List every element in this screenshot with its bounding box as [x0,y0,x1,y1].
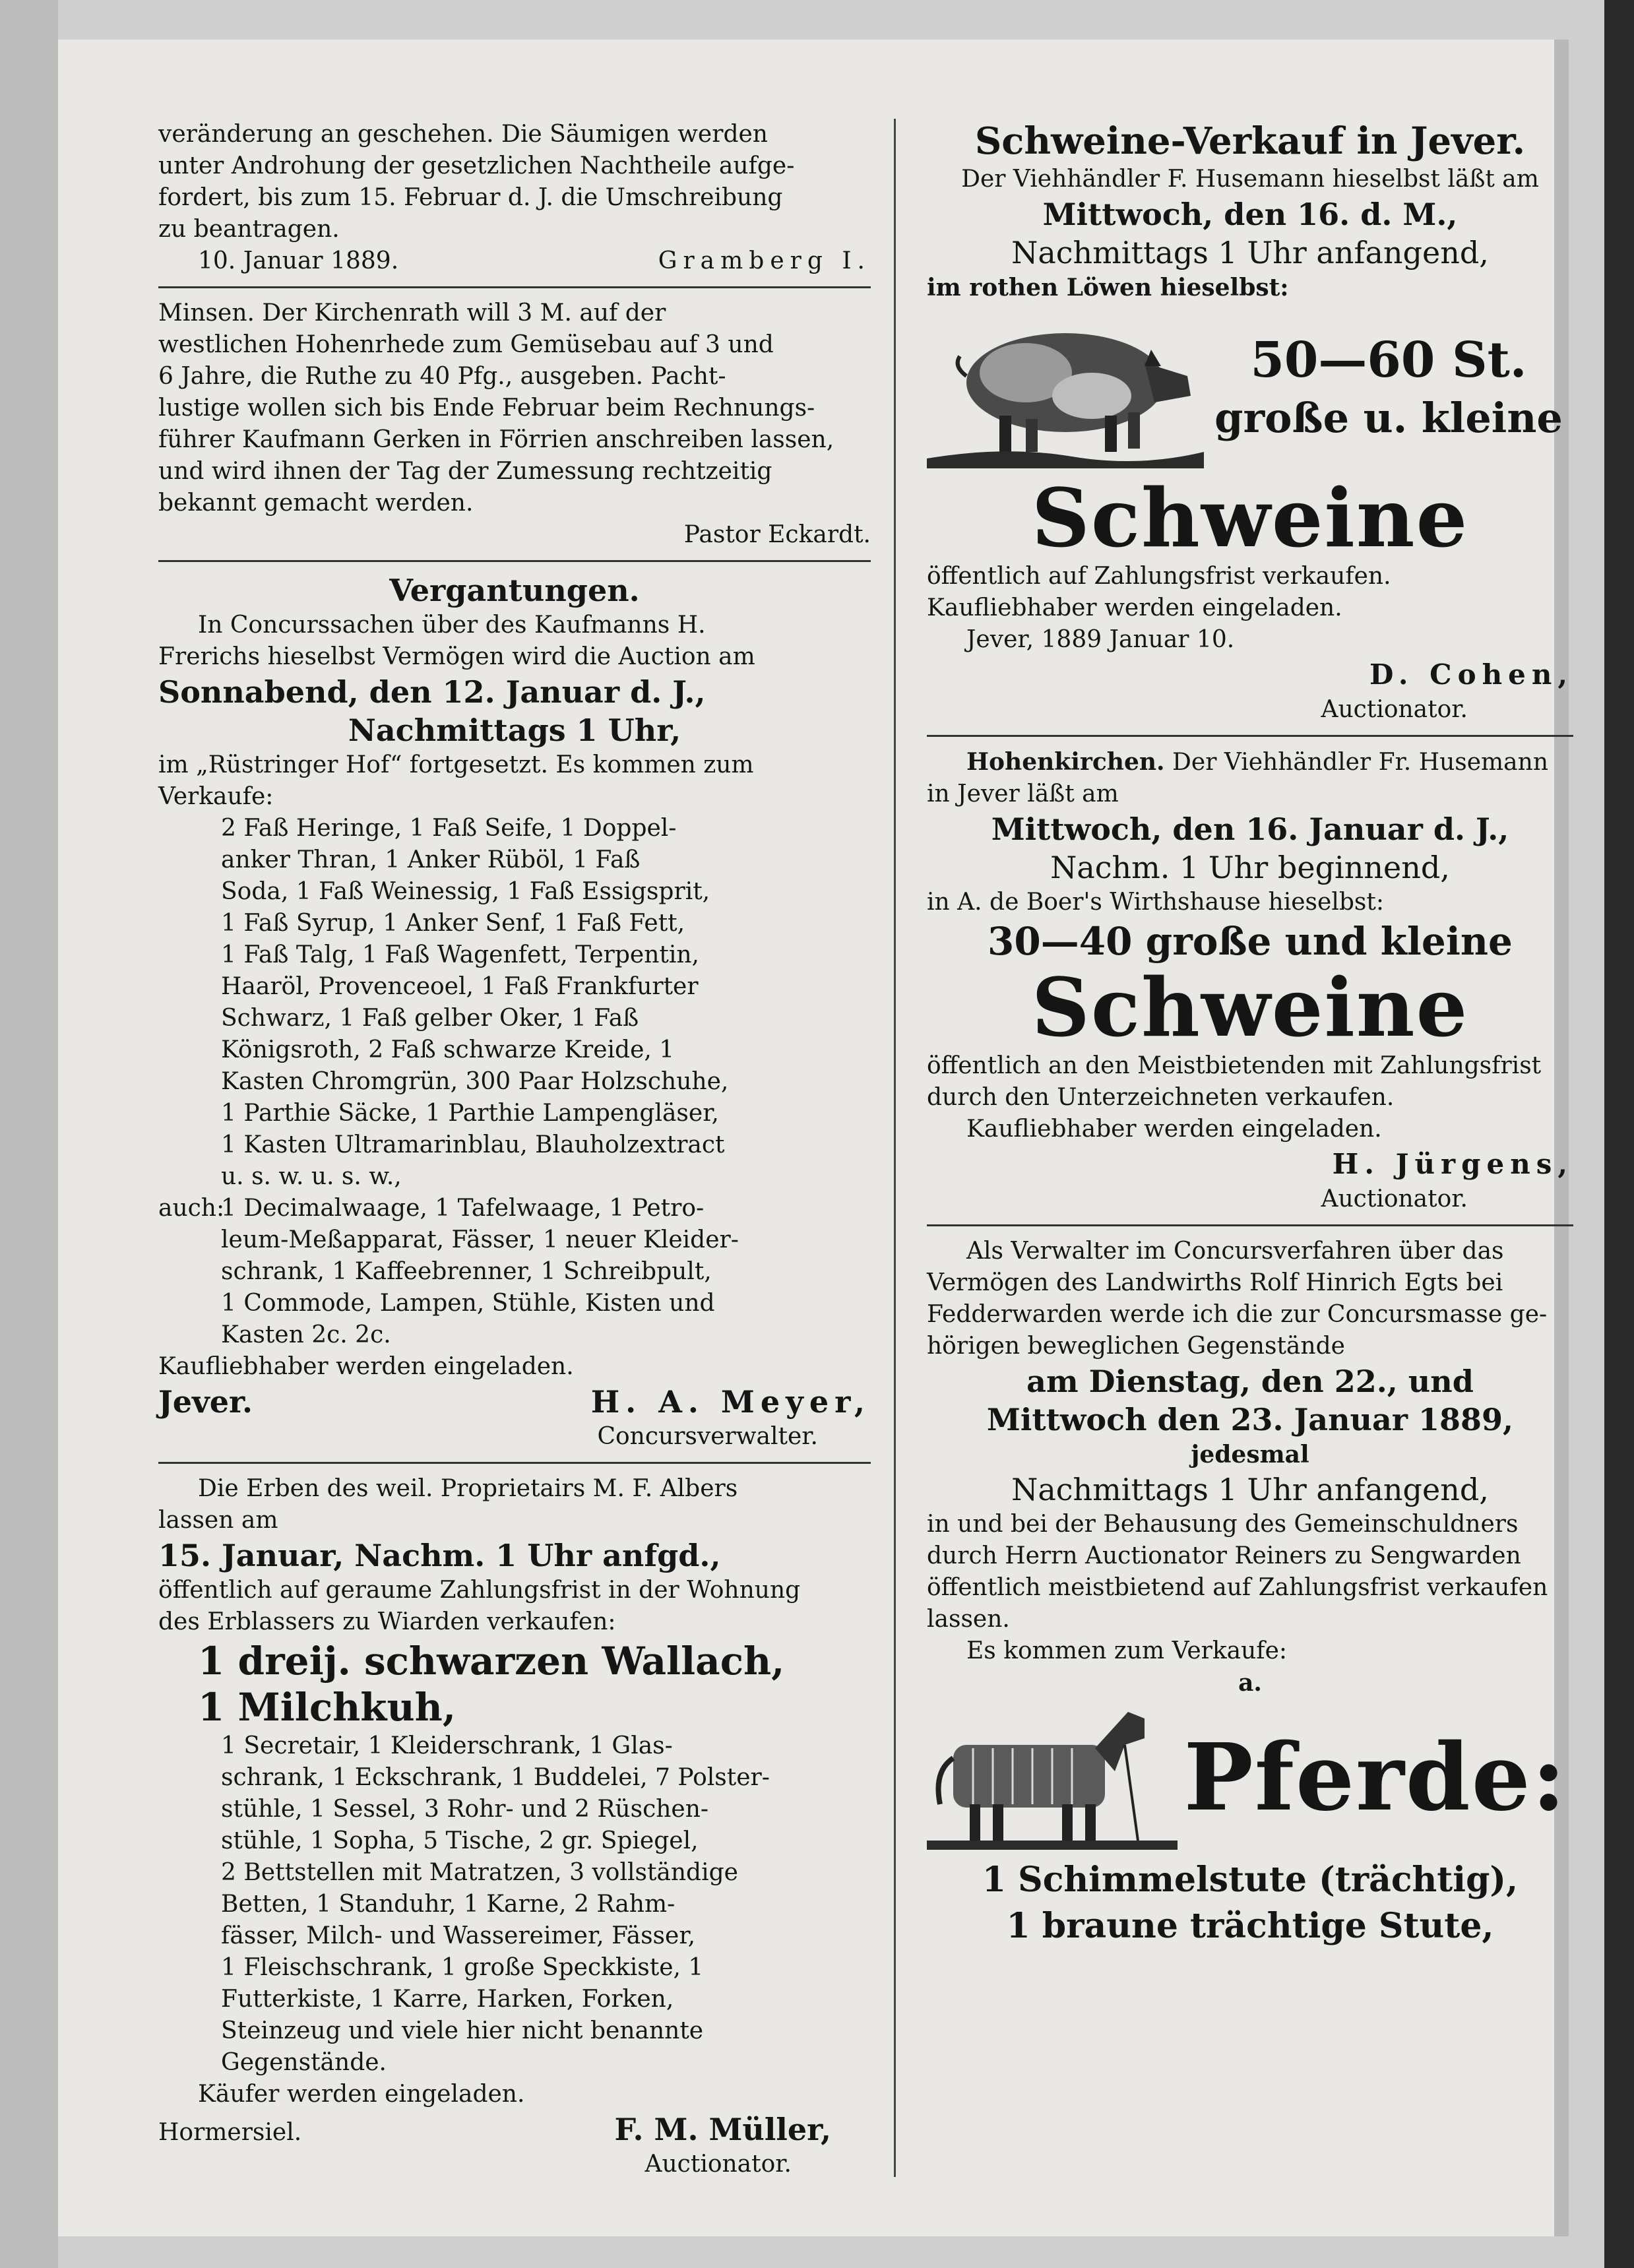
date-sign-row [158,245,871,277]
text-line: Als Verwalter im Concursverfahren über das [966,1238,1504,1265]
sign-row [158,1383,871,1421]
auction-date: Mittwoch, den 16. d. M., [1042,197,1458,232]
list-item: 1 braune trächtige Stute, [1006,1906,1494,1946]
intro-text: Der Viehhändler Fr. Husemann [1172,749,1549,776]
scan-right-border [1604,0,1634,2268]
text-line: und wird ihnen der Tag der Zumessung rechtzeitig [158,458,772,485]
text-line: öffentlich auf Zahlungsfrist verkaufen. [927,563,1391,590]
divider [158,560,871,562]
auction-date: Mittwoch den 23. Januar 1889, [986,1402,1514,1437]
town: Jever. [158,1384,253,1420]
also-list [221,1193,871,1351]
list-item: 2 Bettstellen mit Matratzen, 3 vollständige [221,1859,738,1886]
text-line: In Concurssachen über des Kaufmanns H. [198,612,706,639]
signature: H. Jürgens, [1332,1148,1573,1180]
pig-illustration-icon [927,303,1204,475]
pig-figure-block [927,303,1573,475]
list-item: 1 Faß Syrup, 1 Anker Senf, 1 Faß Fett, [221,910,685,937]
text-line: Frerichs hieselbst Vermögen wird die Auction am [158,643,755,670]
signer-role: Auctionator. [1321,696,1468,723]
item-list [158,813,871,1193]
list-item: schrank, 1 Eckschrank, 1 Buddelei, 7 Polster- [221,1764,770,1791]
text-line: des Erblassers zu Wiarden verkaufen: [158,1608,616,1635]
ad-vergantungen [158,571,871,1453]
horse-figure-block [927,1699,1573,1857]
ad-title: Schweine-Verkauf in Jever. [974,119,1526,163]
list-item: leum-Meßapparat, Fässer, 1 neuer Kleider- [221,1226,739,1253]
text-line: Der Viehhändler F. Husemann hieselbst läßt am [961,166,1539,193]
headline-item: 1 dreij. schwarzen Wallach, [198,1639,785,1684]
list-item: 1 Faß Talg, 1 Faß Wagenfett, Terpentin, [221,941,699,968]
auction-time: Nachmittags 1 Uhr, [348,712,681,748]
horses-headline: Pferde: [1183,1724,1567,1832]
auction-date: Mittwoch, den 16. Januar d. J., [991,811,1509,847]
list-intro: Es kommen zum Verkaufe: [966,1637,1288,1664]
text-line: im „Rüstringer Hof“ fortgesetzt. Es kommen zum [158,751,754,778]
text-line: lustige wollen sich bis Ende Februar beim Rechnungs- [158,394,815,422]
pig-count: 30—40 große und kleine [988,919,1513,964]
text-line: veränderung an geschehen. Die Säumigen werden [158,121,768,148]
signature: H. A. Meyer, [590,1384,871,1420]
text-line: unter Androhung der gesetzlichen Nachtheile aufge- [158,152,795,179]
text-line: westlichen Hohenrhede zum Gemüsebau auf 3 und [158,331,774,358]
ad-gramberg [158,119,871,277]
right-column [927,119,1573,1949]
pig-ad-headline [1204,331,1573,447]
divider [927,1224,1573,1226]
text-line: durch den Unterzeichneten verkaufen. [927,1084,1395,1111]
list-item: u. s. w. u. s. w., [221,1163,402,1190]
list-item: Schwarz, 1 Faß gelber Oker, 1 Faß [221,1005,639,1032]
text-line: zu beantragen. [158,216,340,243]
list-item: anker Thran, 1 Anker Rüböl, 1 Faß [221,846,641,873]
signature: D. Cohen, [1369,658,1573,691]
auction-date: am Dienstag, den 22., und [1026,1364,1474,1399]
text-line: fordert, bis zum 15. Februar d. J. die Umschreibung [158,184,783,211]
signer-role: Auctionator. [644,2151,792,2178]
auction-time: Nachmittags 1 Uhr anfangend, [1011,1472,1489,1507]
list-item: Futterkiste, 1 Karre, Harken, Forken, [221,1986,674,2013]
list-item: schrank, 1 Kaffeebrenner, 1 Schreibpult, [221,1258,712,1285]
town: Hormersiel. [158,2119,302,2146]
list-item: Kasten Chromgrün, 300 Paar Holzschuhe, [221,1068,729,1095]
ad-schweine-jever [927,119,1573,726]
column-divider [894,119,896,2177]
list-item: 1 Kasten Ultramarinblau, Blauholzextract [221,1131,725,1158]
list-item: 1 Parthie Säcke, 1 Parthie Lampengläser, [221,1100,719,1127]
list-item: stühle, 1 Sopha, 5 Tische, 2 gr. Spiegel, [221,1827,699,1854]
signature: Gramberg I. [658,247,871,274]
signer-role: Auctionator. [1321,1185,1468,1213]
text-line [927,746,1573,778]
horse-illustration-icon [927,1699,1178,1857]
list-item: Soda, 1 Faß Weinessig, 1 Faß Essigsprit, [221,878,710,905]
left-column [158,119,871,2180]
list-item: 1 Decimalwaage, 1 Tafelwaage, 1 Petro- [221,1195,705,1222]
auction-date: 15. Januar, Nachm. 1 Uhr anfgd., [158,1538,721,1573]
pig-count: 50—60 St. [1250,332,1527,389]
text-line: bekannt gemacht werden. [158,489,474,517]
auction-note: jedesmal [1191,1441,1309,1468]
section-title: Vergantungen. [389,573,640,608]
list-item: Haaröl, Provenceoel, 1 Faß Frankfurter [221,973,699,1000]
ad-egts-concurs [927,1236,1573,1949]
divider [927,735,1573,737]
list-item: Königsroth, 2 Faß schwarze Kreide, 1 [221,1036,675,1063]
pig-headline: Schweine [1031,960,1469,1055]
text-line: Vermögen des Landwirths Rolf Hinrich Egts bei [927,1269,1503,1296]
ad-hohenkirchen [927,746,1573,1215]
also-block [158,1193,871,1351]
text-line: lassen. [927,1606,1010,1633]
pig-headline: Schweine [1031,470,1469,565]
sign-row [158,2110,871,2149]
text-line: Fedderwarden werde ich die zur Concursmasse ge- [927,1301,1548,1328]
divider [158,1462,871,1464]
ad-albers [158,1473,871,2180]
text-line: öffentlich meistbietend auf Zahlungsfrist verkaufen [927,1574,1548,1601]
list-item: 1 Commode, Lampen, Stühle, Kisten und [221,1290,715,1317]
text-line: öffentlich auf geraume Zahlungsfrist in der Wohnung [158,1577,801,1604]
text-line: Minsen. Der Kirchenrath will 3 M. auf der [158,299,666,327]
pig-sizes: große u. kleine [1214,394,1563,442]
item-list [158,1730,871,2079]
text-line: öffentlich an den Meistbietenden mit Zahlungsfrist [927,1052,1542,1079]
text-line: Kaufliebhaber werden eingeladen. [927,594,1342,621]
list-item: Steinzeug und viele hier nicht benannte [221,2017,704,2044]
signature: Pastor Eckardt. [683,521,871,548]
invitation: Kaufliebhaber werden eingeladen. [158,1353,574,1380]
signature: F. M. Müller, [614,2112,831,2147]
list-item: 1 Secretair, 1 Kleiderschrank, 1 Glas- [221,1732,673,1759]
text-line: in und bei der Behausung des Gemeinschuldners [927,1511,1519,1538]
text-line: Jever, 1889 Januar 10. [966,626,1235,653]
list-item: Betten, 1 Standuhr, 1 Karne, 2 Rahm- [221,1891,676,1918]
invitation: Käufer werden eingeladen. [198,2081,525,2108]
text-line: Kaufliebhaber werden eingeladen. [966,1116,1382,1143]
text-line: Verkaufe: [158,783,274,810]
headline-item: 1 Milchkuh, [198,1685,456,1730]
list-marker: a. [1238,1669,1262,1697]
text-line: Die Erben des weil. Proprietairs M. F. Albers [198,1475,738,1502]
text-line: 6 Jahre, die Ruthe zu 40 Pfg., ausgeben. Pacht- [158,363,726,390]
auction-time: Nachm. 1 Uhr beginnend, [1050,850,1450,885]
auction-time: Nachmittags 1 Uhr anfangend, [1011,235,1489,270]
list-item: 2 Faß Heringe, 1 Faß Seife, 1 Doppel- [221,815,677,842]
ad-date: 10. Januar 1889. [198,247,399,274]
text-line: in Jever läßt am [927,780,1119,807]
divider [158,286,871,288]
list-item: 1 Schimmelstute (trächtig), [982,1860,1519,1900]
list-item: Kasten 2c. 2c. [221,1321,391,1348]
auction-place: im rothen Löwen hieselbst: [927,274,1289,301]
also-label: auch: [158,1195,225,1222]
ad-minsen [158,298,871,551]
text-line: führer Kaufmann Gerken in Förrien anschreiben lassen, [158,426,834,453]
text-line: durch Herrn Auctionator Reiners zu Sengwarden [927,1542,1521,1569]
text-line: lassen am [158,1507,278,1534]
auction-place: in A. de Boer's Wirthshause hieselbst: [927,889,1384,916]
auction-date: Sonnabend, den 12. Januar d. J., [158,674,706,710]
signer-role: Concursverwalter. [597,1423,818,1450]
list-item: stühle, 1 Sessel, 3 Rohr- und 2 Rüschen- [221,1796,709,1823]
text-line: hörigen beweglichen Gegenstände [927,1333,1345,1360]
scan-left-margin [0,0,58,2268]
place-heading: Hohenkirchen. [966,748,1165,776]
list-item: Gegenstände. [221,2049,387,2076]
list-item: fässer, Milch- und Wassereimer, Fässer, [221,1922,696,1949]
list-item: 1 Fleischschrank, 1 große Speckkiste, 1 [221,1954,704,1981]
